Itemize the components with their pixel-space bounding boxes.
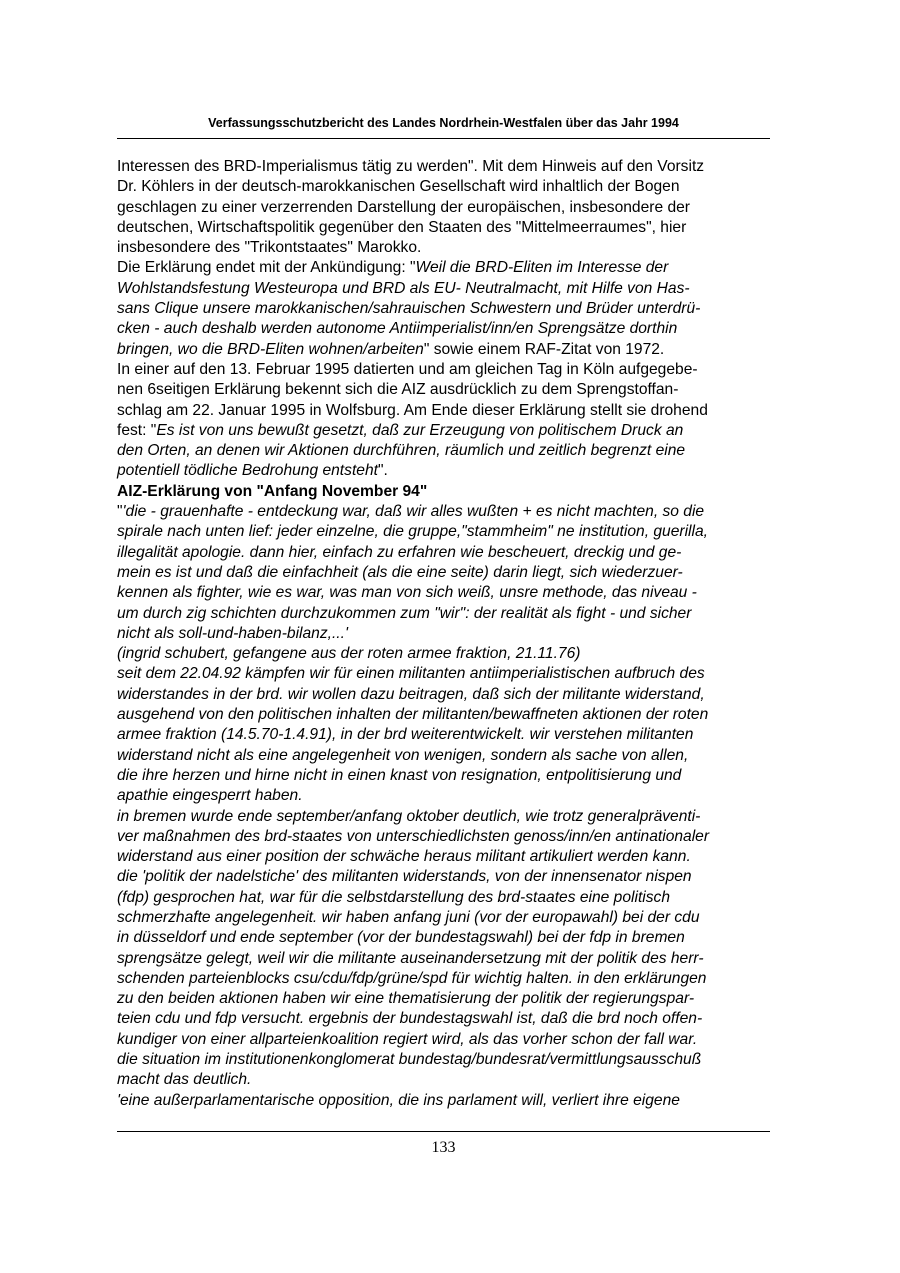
text-segment: (ingrid schubert, gefangene aus der roten armee fraktion, 21.11.76): [117, 645, 581, 663]
text-segment: nen 6seitigen Erklärung bekennt sich die AIZ ausdrücklich zu dem Sprengstoffan-: [117, 381, 679, 399]
text-segment: schenden parteienblocks csu/cdu/fdp/grüne/spd für wichtig halten. in den erklärungen: [117, 969, 707, 987]
text-line: [117, 705, 792, 725]
text-line: [117, 543, 792, 563]
text-segment: die ihre herzen und hirne nicht in einen knast von resignation, entpolitisierung und: [117, 766, 682, 784]
text-line: [117, 360, 792, 380]
footer-rule: [117, 1131, 770, 1132]
page-number: 133: [431, 1139, 456, 1156]
text-line: [117, 502, 792, 522]
text-line: [117, 1091, 792, 1111]
text-segment: widerstand aus einer position der schwäche heraus militant artikuliert werden kann.: [117, 848, 691, 866]
text-segment: fest: ": [117, 421, 157, 439]
text-segment: 'die - grauenhafte - entdeckung war, daß wir alles wußten + es nicht machten, so die: [122, 503, 705, 521]
text-segment: zu den beiden aktionen haben wir eine thematisierung der politik der regierungspar-: [117, 990, 695, 1008]
text-segment: spirale nach unten lief: jeder einzelne, die gruppe,"stammheim" ne institution, guerilla,: [117, 523, 708, 541]
text-segment: insbesondere des "Trikontstaates" Marokko.: [117, 239, 422, 257]
text-segment: die situation im institutionenkonglomerat bundestag/bundesrat/vermittlungsausschuß: [117, 1051, 702, 1069]
text-segment: mein es ist und daß die einfachheit (als die eine seite) darin liegt, sich wiederzuer-: [117, 563, 683, 581]
text-segment: ": [117, 503, 123, 521]
text-line: [117, 441, 792, 461]
text-segment: armee fraktion (14.5.70-1.4.91), in der brd weiterentwickelt. wir verstehen militanten: [117, 726, 694, 744]
text-segment: schlag am 22. Januar 1995 in Wolfsburg. Am Ende dieser Erklärung stellt sie drohend: [117, 401, 708, 419]
text-segment: apathie eingesperrt haben.: [117, 787, 303, 805]
text-segment: die 'politik der nadelstiche' des militanten widerstands, von der innensenator nispen: [117, 868, 692, 886]
text-line: [117, 888, 792, 908]
text-line: [117, 157, 792, 177]
text-line: [117, 421, 792, 441]
text-line: [117, 807, 792, 827]
text-line: [117, 766, 792, 786]
text-line: [117, 401, 792, 421]
text-segment: macht das deutlich.: [117, 1071, 252, 1089]
text-segment: in bremen wurde ende september/anfang oktober deutlich, wie trotz generalpräventi-: [117, 807, 701, 825]
text-segment: ".: [377, 462, 388, 480]
text-line: [117, 685, 792, 705]
text-line: [117, 989, 792, 1009]
text-segment: Die Erklärung endet mit der Ankündigung: ": [117, 259, 416, 277]
text-segment: widerstand nicht als eine angelegenheit von wenigen, sondern als sache von allen,: [117, 746, 689, 764]
text-segment: Es ist von uns bewußt gesetzt, daß zur Erzeugung von politischem Druck an: [156, 421, 684, 439]
text-line: [117, 928, 792, 948]
text-segment: nicht als soll-und-haben-bilanz,...': [117, 624, 348, 642]
text-segment: Weil die BRD-Eliten im Interesse der: [415, 259, 669, 277]
running-header: Verfassungsschutzbericht des Landes Nordrhein-Westfalen über das Jahr 1994: [208, 116, 679, 130]
text-segment: Wohlstandsfestung Westeuropa und BRD als EU- Neutralmacht, mit Hilfe von Has-: [117, 279, 690, 297]
text-line: [117, 1030, 792, 1050]
text-line: [117, 1009, 792, 1029]
text-line: [117, 482, 792, 502]
text-segment: widerstandes in der brd. wir wollen dazu beitragen, daß sich der militante widerstand,: [117, 685, 705, 703]
text-segment: deutschen, Wirtschaftspolitik gegenüber den Staaten des "Mittelmeerraumes", hier: [117, 218, 687, 236]
header-rule: [117, 138, 770, 139]
text-line: [117, 218, 792, 238]
text-line: [117, 1070, 792, 1090]
text-segment: um durch zig schichten durchzukommen zum "wir": der realität als fight - und sicher: [117, 604, 692, 622]
text-segment: " sowie einem RAF-Zitat von 1972.: [423, 340, 665, 358]
text-line: [117, 319, 792, 339]
text-line: [117, 299, 792, 319]
text-segment: sans Clique unsere marokkanischen/sahrauischen Schwestern und Brüder unterdrü-: [117, 300, 701, 318]
text-line: [117, 1050, 792, 1070]
text-segment: Dr. Köhlers in der deutsch-marokkanischen Gesellschaft wird inhaltlich der Bogen: [117, 178, 680, 196]
text-line: [117, 624, 792, 644]
text-segment: cken - auch deshalb werden autonome Antiimperialist/inn/en Sprengsätze dorthin: [117, 320, 678, 338]
text-line: [117, 949, 792, 969]
text-line: [117, 969, 792, 989]
text-line: [117, 847, 792, 867]
text-segment: in düsseldorf und ende september (vor der bundestagswahl) bei der fdp in bremen: [117, 929, 685, 947]
text-line: [117, 786, 792, 806]
text-line: [117, 238, 792, 258]
text-segment: kundiger von einer allparteienkoalition regiert wird, als das vorher schon der fall war.: [117, 1030, 698, 1048]
text-line: [117, 522, 792, 542]
text-line: [117, 279, 792, 299]
text-line: [117, 746, 792, 766]
text-line: [117, 380, 792, 400]
text-segment: Interessen des BRD-Imperialismus tätig zu werden". Mit dem Hinweis auf den Vorsitz: [117, 158, 705, 175]
text-line: [117, 563, 792, 583]
text-line: [117, 198, 792, 218]
text-segment: teien cdu und fdp versucht. ergebnis der bundestagswahl ist, daß die brd noch offen-: [117, 1010, 703, 1028]
text-line: [117, 340, 792, 360]
text-segment: (fdp) gesprochen hat, war für die selbstdarstellung des brd-staates eine politisch: [117, 888, 671, 906]
text-line: [117, 177, 792, 197]
text-line: [117, 908, 792, 928]
text-segment: potentiell tödliche Bedrohung entsteht: [117, 462, 378, 480]
text-segment: kennen als fighter, wie es war, was man von sich weiß, unsre methode, das niveau -: [117, 584, 697, 602]
text-segment: den Orten, an denen wir Aktionen durchführen, räumlich und zeitlich begrenzt eine: [117, 442, 686, 460]
text-line: [117, 867, 792, 887]
text-line: [117, 725, 792, 745]
section-heading: AIZ-Erklärung von "Anfang November 94": [117, 482, 428, 500]
text-segment: illegalität apologie. dann hier, einfach zu erfahren wie bescheuert, dreckig und ge-: [117, 543, 682, 561]
text-line: [117, 827, 792, 847]
text-segment: schmerzhafte angelegenheit. wir haben anfang juni (vor der europawahl) bei der cdu: [117, 908, 700, 926]
text-segment: 'eine außerparlamentarische opposition, die ins parlament will, verliert ihre eigene: [117, 1091, 680, 1109]
text-segment: ausgehend von den politischen inhalten der militanten/bewaffneten aktionen der roten: [117, 706, 709, 724]
text-line: [117, 644, 792, 664]
text-segment: ver maßnahmen des brd-staates von unterschiedlichsten genoss/inn/en antinationaler: [117, 827, 710, 845]
text-segment: seit dem 22.04.92 kämpfen wir für einen militanten antiimperialistischen aufbruch des: [117, 665, 705, 683]
text-line: [117, 461, 792, 481]
text-segment: sprengsätze gelegt, weil wir die militante auseinandersetzung mit der politik des herr-: [117, 949, 704, 967]
text-line: [117, 583, 792, 603]
text-line: [117, 258, 792, 278]
text-line: [117, 604, 792, 624]
text-segment: In einer auf den 13. Februar 1995 datierten und am gleichen Tag in Köln aufgegebe-: [117, 360, 698, 378]
body-text: [117, 157, 792, 1111]
text-line: [117, 664, 792, 684]
text-segment: geschlagen zu einer verzerrenden Darstellung der europäischen, insbesondere der: [117, 198, 690, 216]
text-segment: bringen, wo die BRD-Eliten wohnen/arbeiten: [117, 340, 424, 358]
